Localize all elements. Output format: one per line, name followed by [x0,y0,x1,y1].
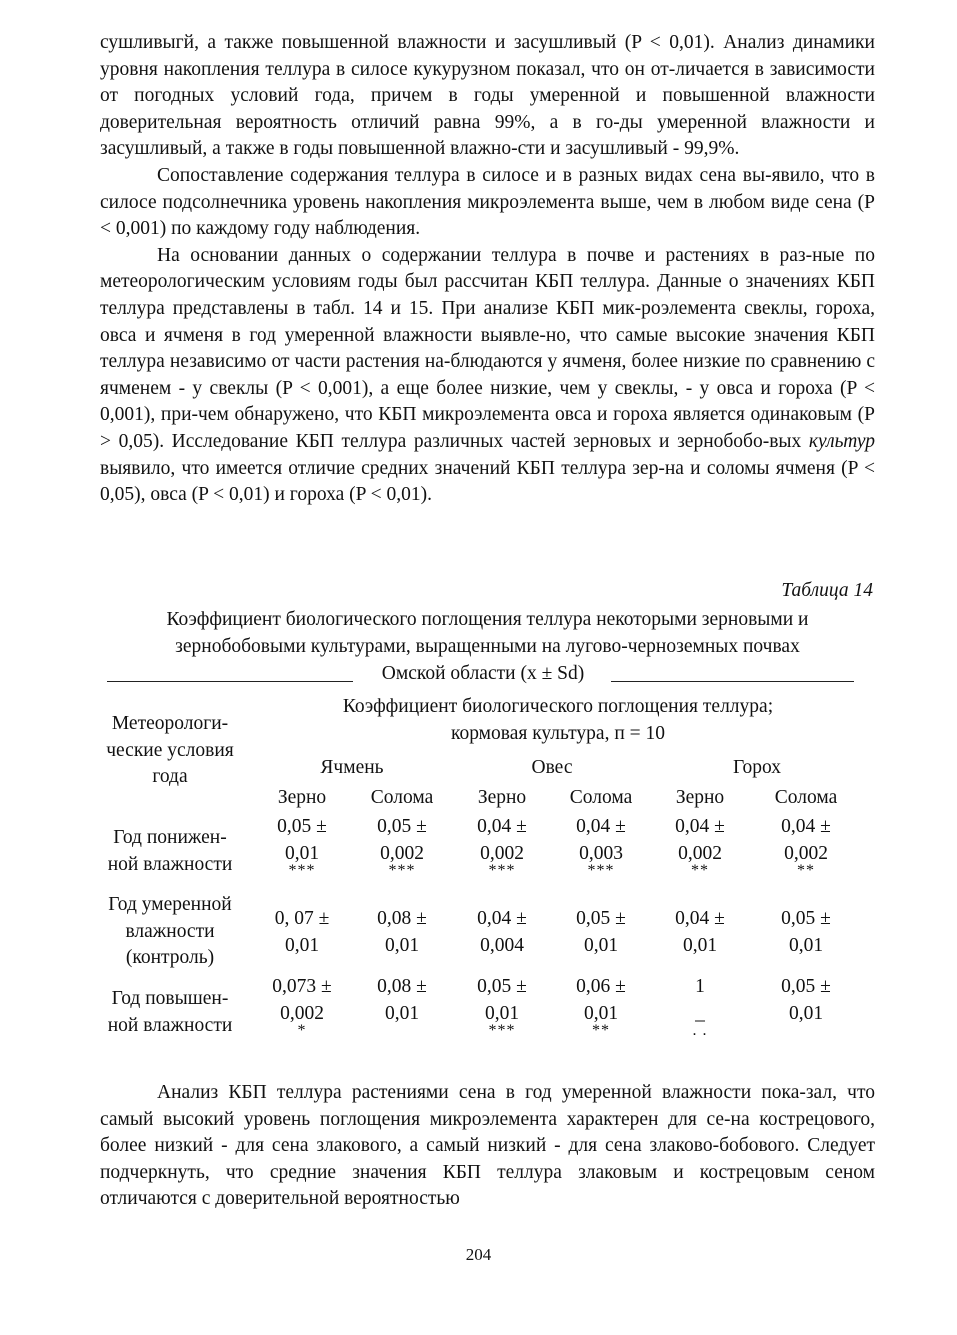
cell-value: 0,05 ± [477,976,527,997]
cell-error: 0,002 [678,843,722,864]
cell-value: 0,04 ± [781,816,831,837]
cell-error: 0,01 [583,1003,619,1024]
cell-value: 1 [695,976,705,997]
subcol-header: Солома [774,787,838,808]
paragraph-3-italic: культур [808,430,875,452]
subcol-header: Зерно [477,787,527,808]
paragraph-3 [100,243,875,509]
header-main-line1: Коэффициент биологического поглощения теллура; [342,696,774,717]
cell-error: 0,002 [784,843,828,864]
caption-underline-left [107,681,353,682]
cell-error: 0,003 [579,843,623,864]
page-number: 204 [465,1245,492,1264]
cell-error: 0,01 [788,1003,824,1024]
paragraph-1: сушливыгй, а также повышенной влажности и засушливый (P < 0,01). Анализ динамики уровня накопления теллура в силосе кукурузном показал, что он от-личается в зависимости от погодных условий года, причем в годы умеренной и повышенной влажности доверительная вероятность отличий равна 99%, а в го-ды умеренной влажности и засушливый, а также в годы повышенной влажно-сти и засушливый - 99,9%. [100,32,875,160]
cell-error: 0,01 [284,843,320,864]
subcol-header: Солома [370,787,434,808]
cell-significance: *** [488,1022,516,1039]
table-number: Таблица 14 [781,580,873,601]
cell-value: 0,05 ± [377,816,427,837]
cell-significance: . . [692,1022,708,1039]
table-caption-line3: Омской области (x ± Sd) [381,663,585,684]
cell-error: 0,01 [384,1003,420,1024]
cell-value: 0,05 ± [781,908,831,929]
cell-value: 0,04 ± [675,908,725,929]
table-caption-line2: зернобобовыми культурами, выращенными на лугово-черноземных почвах [175,636,800,657]
cell-error: 0,004 [480,935,524,956]
paragraph-bottom: Анализ КБП теллура растениями сена в год умеренной влажности пока-зал, что самый высокий уровень поглощения микроэлемента характерен для се-на кострецового, более низкий - для сена злакового, а самый низкий - для сена злаково-бобового. Следует подчеркнуть, что средние значения КБП теллура злаковым и кострецовым сеном отличаются с доверительной вероятностью [100,1082,875,1210]
subcol-header: Солома [569,787,633,808]
subcol-header: Зерно [675,787,725,808]
row-label: Год повышен- ной влажности [107,988,233,1036]
header-main-line2: кормовая культура, п = 10 [450,723,666,744]
crop-header: Овес [531,757,573,778]
table-caption-line1: Коэффициент биологического поглощения теллура некоторыми зерновыми и [166,609,809,630]
header-meteo: Метеорологи- ческие условия года [106,713,234,787]
cell-significance: ** [797,862,815,879]
cell-value: 0,05 ± [277,816,327,837]
cell-value: 0,04 ± [576,816,626,837]
cell-value: 0,08 ± [377,908,427,929]
cell-value: 0,05 ± [576,908,626,929]
cell-error: _ [695,1003,705,1024]
caption-underline-right [611,681,854,682]
row-label: Год понижен- ной влажности [107,827,233,875]
cell-error: 0,01 [284,935,320,956]
cell-value: 0,04 ± [477,816,527,837]
cell-significance: ** [592,1022,610,1039]
cell-error: 0,01 [682,935,718,956]
paragraph-3-tail: выявило, что имеется отличие средних значений КБП теллура зер-на и соломы ячменя (P < 0,05), овса (P < 0,01) и гороха (P < 0,01). [100,457,875,506]
row-label: Год умеренной влажности (контроль) [108,894,232,968]
cell-error: 0,01 [384,935,420,956]
cell-significance: ** [691,862,709,879]
cell-error: 0,01 [583,935,619,956]
cell-value: 0,05 ± [781,976,831,997]
cell-significance: *** [488,862,516,879]
cell-error: 0,002 [280,1003,324,1024]
cell-error: 0,002 [480,843,524,864]
top-text [100,30,875,509]
cell-error: 0,01 [788,935,824,956]
cell-error: 0,002 [380,843,424,864]
subcol-header: Зерно [277,787,327,808]
cell-significance: *** [388,862,416,879]
crop-header: Ячмень [320,757,384,778]
bottom-text [100,1080,875,1213]
paragraph-3-main: На основании данных о содержании теллура в почве и растениях в раз-ные по метеорологическим условиям годы был рассчитан КБП теллура. Данные о значениях КБП теллура представлены в табл. 14 и 15. При анализе КБП мик-роэлемента свеклы, гороха, овса и ячменя в год умеренной влажности выявле-но, что самые высокие значения КБП теллура независимо от части растения на-блюдаются у ячменя, более низкие по сравнению с ячменем - у свеклы (P < 0,001), а еще более низкие, чем у свеклы, - у овса и гороха (P < 0,001), при-чем обнаружено, что КБП микроэлемента овса и гороха является одинаковым (P > 0,05). Исследование КБП теллура различных частей зерновых и зернобобо-вых [100,244,875,452]
cell-significance: * [297,1022,307,1039]
cell-value: 0,04 ± [675,816,725,837]
cell-value: 0,04 ± [477,908,527,929]
cell-value: 0,08 ± [377,976,427,997]
crop-header: Горох [732,757,782,778]
cell-error: 0,01 [484,1003,520,1024]
cell-value: 0,06 ± [576,976,626,997]
cell-significance: *** [587,862,615,879]
cell-value: 0,073 ± [272,976,332,997]
cell-value: 0, 07 ± [274,908,330,929]
paragraph-2: Сопоставление содержания теллура в силосе и в разных видах сена вы-явило, что в силосе подсолнечника уровень накопления микроэлемента выше, чем в любом виде сена (P < 0,001) по каждому году наблюдения. [100,164,875,240]
cell-significance: *** [288,862,316,879]
